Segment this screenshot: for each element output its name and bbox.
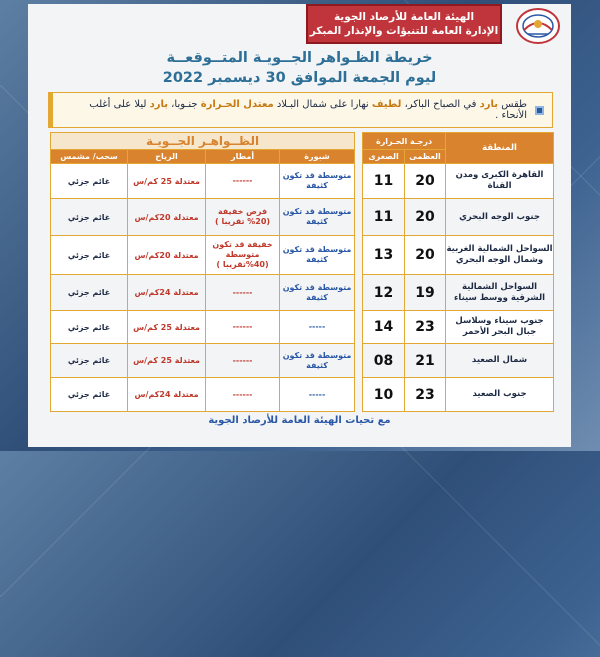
min-temp-cell: 11 (363, 164, 405, 199)
table-row (51, 311, 554, 344)
summary-text: طقس بارد في الصباح الباكر، لطيف نهارا على شمال البـلاد معتدل الحـرارة جنـوبا، بارد ليلا على أغلب الأنحاء . (89, 99, 527, 121)
clouds-header: سحب/ مشمس (51, 150, 128, 164)
rain-cell: ------ (206, 164, 280, 199)
table-row (51, 275, 554, 311)
org-name: الهيئة العامة للأرصاد الجوية (333, 11, 475, 23)
wind-cell: معتدلة 25 كم/س (128, 344, 206, 378)
table-row (51, 378, 554, 412)
region-cell: جنوب الصعيد (446, 378, 554, 412)
fog-cell: متوسطة قد تكون كثيفة (280, 164, 355, 199)
table-row (51, 344, 554, 378)
map-title: خريطة الظـواهر الجــويـة المتــوقعــة (166, 50, 433, 66)
max-temp-cell: 23 (405, 311, 446, 344)
temperature-header: درجـة الحـرارة (363, 133, 446, 150)
region-header: المنطقة (446, 133, 554, 164)
table-gap (355, 164, 363, 199)
max-temp-cell: 20 (405, 164, 446, 199)
wind-cell: معتدلة 20كم/س (128, 199, 206, 236)
table-gap (355, 378, 363, 412)
wind-header: الرياح (128, 150, 206, 164)
fog-cell: متوسطة قد تكون كثيفة (280, 236, 355, 275)
wind-cell: معتدلة 24كم/س (128, 378, 206, 412)
wind-cell: معتدلة 20كم/س (128, 236, 206, 275)
min-temp-cell: 13 (363, 236, 405, 275)
clouds-cell: غائم جزئي (51, 275, 128, 311)
phenomena-header: الظــواهـر الجــويـة (51, 133, 355, 150)
table-gap (355, 133, 363, 164)
min-temp-cell: 11 (363, 199, 405, 236)
min-temp-cell: 08 (363, 344, 405, 378)
table-gap (355, 199, 363, 236)
max-temp-cell: 23 (405, 378, 446, 412)
fog-cell: ----- (280, 311, 355, 344)
wind-cell: معتدلة 24كم/س (128, 275, 206, 311)
table-gap (355, 236, 363, 275)
region-cell: القاهرة الكبرى ومدن القناة (446, 164, 554, 199)
org-department: الإدارة العامة للتنبؤات والإنذار المبكر (309, 25, 499, 37)
clouds-cell: غائم جزئي (51, 311, 128, 344)
ema-logo-icon (514, 6, 562, 46)
fog-cell: متوسطة قد تكون كثيفة (280, 275, 355, 311)
forecast-sheet (28, 4, 571, 447)
clouds-cell: غائم جزئي (51, 344, 128, 378)
fog-cell: متوسطة قد تكون كثيفة (280, 199, 355, 236)
min-temp-cell: 10 (363, 378, 405, 412)
max-temp-cell: 20 (405, 236, 446, 275)
org-banner (306, 4, 502, 44)
table-row (51, 236, 554, 275)
rain-header: أمطار (206, 150, 280, 164)
forecast-date: ليوم الجمعة الموافق 30 ديسمبر 2022 (162, 70, 437, 86)
wind-cell: معتدلة 25 كم/س (128, 311, 206, 344)
fog-cell: متوسطة قد تكون كثيفة (280, 344, 355, 378)
table-gap (355, 275, 363, 311)
rain-cell: خفيفة قد تكون متوسطة (40%تقريبا ) (206, 236, 280, 275)
rain-cell: ------ (206, 275, 280, 311)
table-row (51, 199, 554, 236)
clouds-cell: غائم جزئي (51, 164, 128, 199)
region-cell: شمال الصعيد (446, 344, 554, 378)
fog-cell: ----- (280, 378, 355, 412)
min-temp-cell: 12 (363, 275, 405, 311)
min-temp-header: الصغرى (363, 150, 405, 164)
forecast-table (50, 132, 554, 412)
bullet-checkbox-icon (535, 106, 544, 115)
table-gap (355, 311, 363, 344)
max-temp-cell: 20 (405, 199, 446, 236)
min-temp-cell: 14 (363, 311, 405, 344)
clouds-cell: غائم جزئي (51, 199, 128, 236)
rain-cell: ------ (206, 378, 280, 412)
clouds-cell: غائم جزئي (51, 378, 128, 412)
max-temp-cell: 21 (405, 344, 446, 378)
wind-cell: معتدلة 25 كم/س (128, 164, 206, 199)
max-temp-header: العظمى (405, 150, 446, 164)
max-temp-cell: 19 (405, 275, 446, 311)
footer-greeting: مع تحيات الهيئة العامة للأرصاد الجوية (208, 415, 391, 426)
region-cell: السواحل الشمالية الشرقية ووسط سيناء (446, 275, 554, 311)
fog-header: شبورة (280, 150, 355, 164)
region-cell: جنوب سيناء وسلاسل جبال البحر الأحمر (446, 311, 554, 344)
table-gap (355, 344, 363, 378)
weather-summary (48, 92, 553, 128)
rain-cell: ------ (206, 311, 280, 344)
rain-cell: فرص خفيفة (20% تقريبا ) (206, 199, 280, 236)
table-row (51, 164, 554, 199)
region-cell: جنوب الوجه البحري (446, 199, 554, 236)
clouds-cell: غائم جزئي (51, 236, 128, 275)
rain-cell: ------ (206, 344, 280, 378)
region-cell: السواحل الشمالية الغربية وشمال الوجه البحري (446, 236, 554, 275)
